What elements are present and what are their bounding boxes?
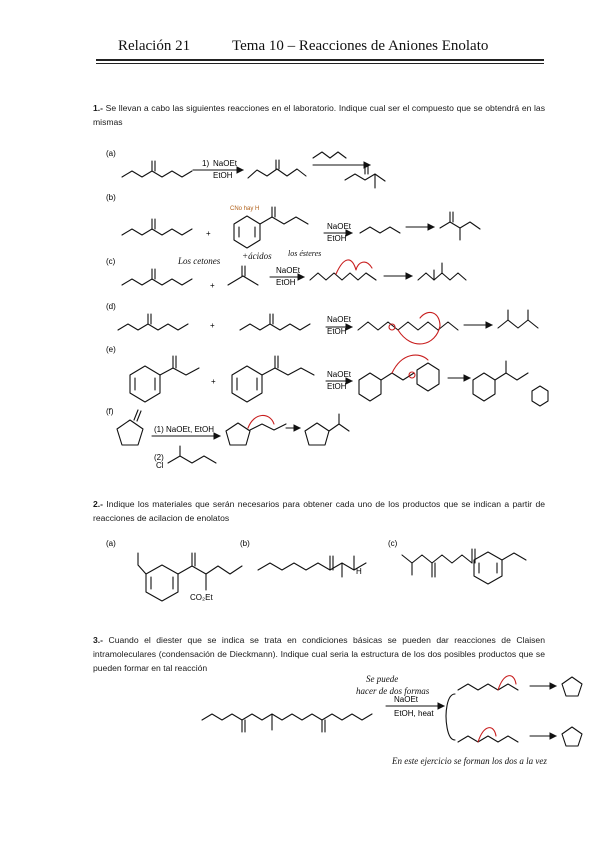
ester-group: CO₂Et	[190, 593, 213, 602]
handwritten-note: Los cetones	[178, 256, 221, 266]
handwritten-note: En este ejercicio se forman los dos a la vez	[392, 756, 547, 766]
chlorine-atom: Cl	[156, 461, 164, 470]
reagent-naoet: NaOEt	[327, 222, 352, 231]
question-number: 3.-	[93, 635, 104, 645]
label-e: (e)	[106, 345, 116, 354]
reagent-step1: (1) NaOEt, EtOH	[154, 425, 215, 434]
handwritten-note: hacer de dos formas	[356, 686, 430, 696]
label-c: (c)	[106, 257, 116, 266]
reaction-e	[130, 356, 548, 406]
label-q2c: (c)	[388, 539, 398, 548]
reagent-naoet: NaOEt	[276, 266, 301, 275]
reagent-etoh: EtOH	[327, 234, 347, 243]
plus: +	[206, 229, 211, 238]
reaction-f	[117, 410, 349, 463]
question-text: Cuando el diester que se indica se trata en condiciones básicas se pueden dar reacciones de Claisen intramoleculares (condensación de Dieckmann). Indique cual seria la estructura de los dos posibles productos que se pueden formar en tal reacción	[93, 635, 545, 673]
reagent-naoet: NaOEt	[394, 695, 419, 704]
q2-product-b	[258, 556, 366, 577]
relacion-title: Relación 21	[118, 38, 191, 54]
question-number: 1.-	[93, 103, 104, 113]
handwritten-note: los ésteres	[288, 249, 322, 258]
reagent-naoet: NaOEt	[213, 159, 238, 168]
question-number: 2.-	[93, 499, 104, 509]
label-a: (a)	[106, 149, 116, 158]
label-f: (f)	[106, 407, 114, 416]
label-q2a: (a)	[106, 539, 116, 548]
label-q2b: (b)	[240, 539, 250, 548]
aldehyde-h: H	[356, 567, 362, 576]
question-text: Indique los materiales que serán necesarios para obtener cada uno de los productos que se indican a partir de reacciones de acilacion de enolatos	[93, 499, 545, 523]
plus: +	[211, 377, 216, 386]
handwritten-note: Se puede	[366, 674, 399, 684]
handwritten-note: +ácidos	[242, 251, 272, 261]
reaction-b	[122, 207, 480, 248]
plus: +	[210, 281, 215, 290]
label-b: (b)	[106, 193, 116, 202]
tema-title: Tema 10 – Reacciones de Aniones Enolato	[232, 38, 489, 54]
reagent-etoh: EtOH	[327, 382, 347, 391]
reagent-step2: (2)	[154, 453, 164, 462]
reagent-naoet: NaOEt	[327, 315, 352, 324]
note-b: CNo hay H	[230, 206, 260, 212]
reaction-a	[122, 152, 385, 188]
question-text: Se llevan a cabo las siguientes reacciones en el laboratorio. Indique cual ser el compuesto que se obtendrá en las mismas	[93, 103, 545, 127]
reagent-etoh-heat: EtOH, heat	[394, 709, 434, 718]
reagent-etoh: EtOH	[276, 278, 296, 287]
reagent-etoh: EtOH	[213, 171, 233, 180]
reagent-naoet: NaOEt	[327, 370, 352, 379]
label-d: (d)	[106, 302, 116, 311]
reagent-etoh: EtOH	[327, 327, 347, 336]
q2-product-c	[402, 549, 526, 584]
reagent-step: 1)	[202, 159, 210, 168]
plus: +	[210, 321, 215, 330]
